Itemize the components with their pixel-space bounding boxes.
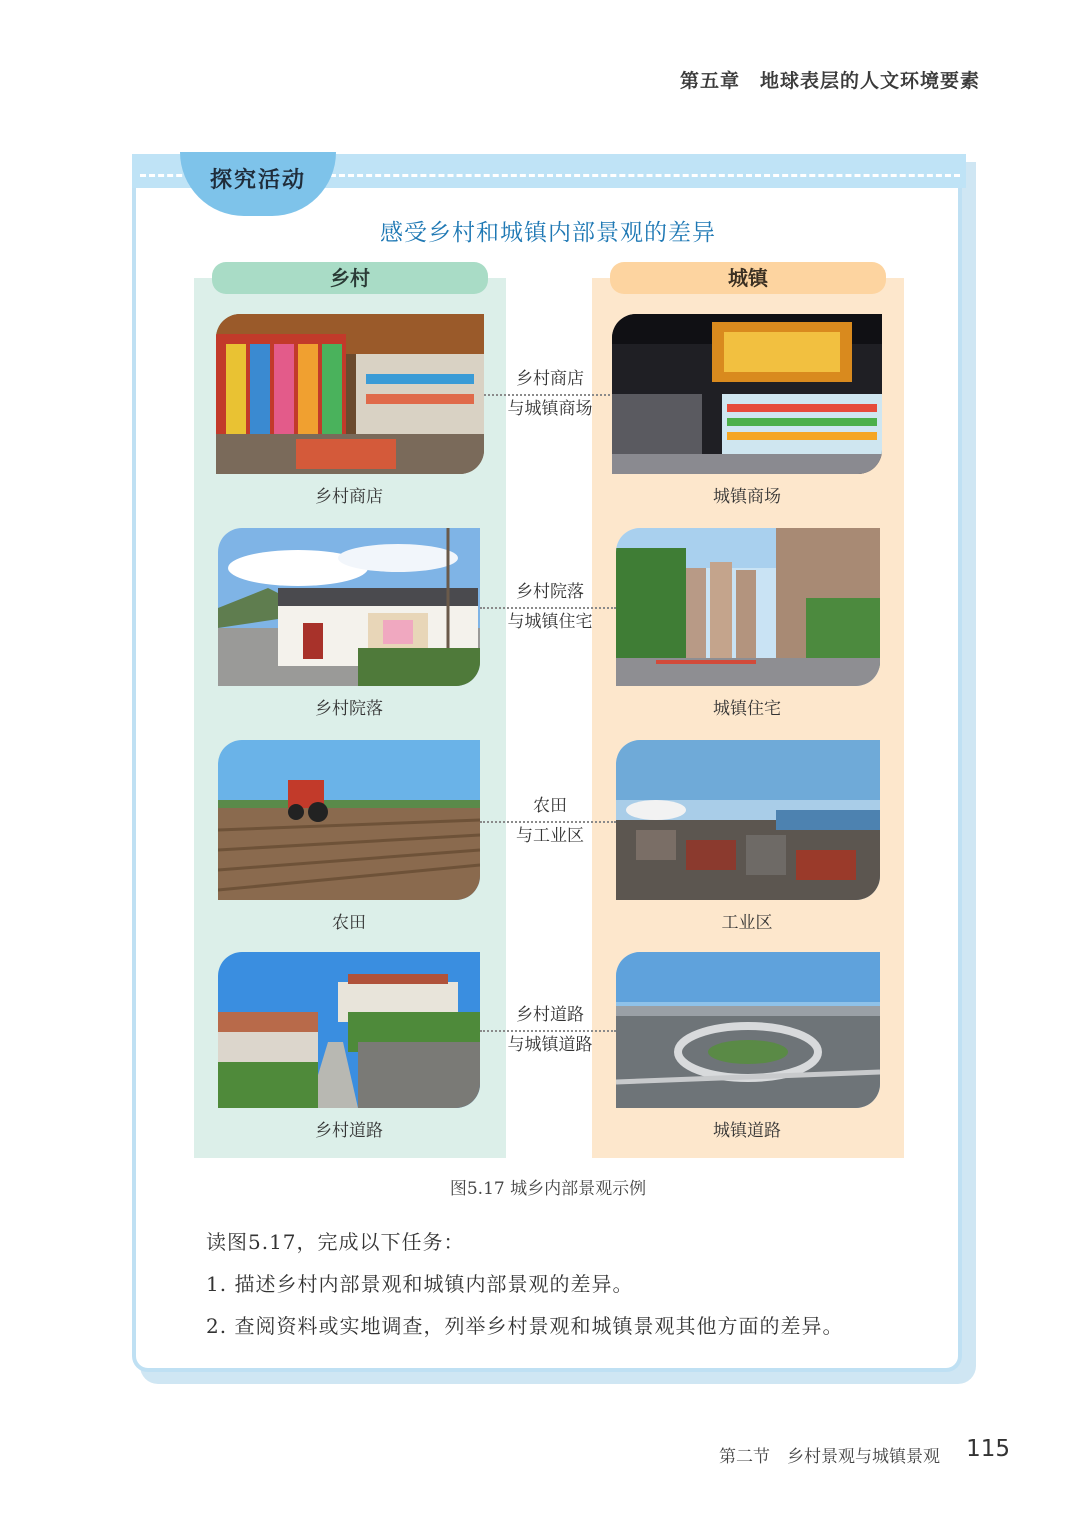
rural-road-caption: 乡村道路: [315, 1121, 383, 1141]
urban-road-caption: 城镇道路: [713, 1121, 781, 1141]
pair-label-line1: 乡村商店: [516, 369, 584, 389]
pair-label-line2: 与城镇道路: [507, 1035, 593, 1055]
figure-caption: 图5.17 城乡内部景观示例: [449, 1179, 647, 1199]
pair-label-line1: 农田: [533, 796, 567, 816]
farmland-caption: 农田: [332, 913, 366, 933]
pair-label-line2: 与工业区: [516, 826, 584, 846]
industrial-caption: 工业区: [721, 913, 773, 933]
industrial-photo: [616, 740, 880, 900]
task-item-2: 2. 查阅资料或实地调查，列举乡村景观和城镇景观其他方面的差异。: [206, 1314, 844, 1338]
footer-section-title: 第二节 乡村景观与城镇景观: [719, 1447, 940, 1467]
urban-mall-photo: [612, 314, 882, 474]
pair-label-line1: 乡村道路: [516, 1005, 584, 1025]
urban-residence-photo: [616, 528, 880, 686]
farmland-photo: [218, 740, 480, 900]
pair-label-line1: 乡村院落: [516, 582, 584, 602]
pair-label-line2: 与城镇商场: [507, 399, 593, 419]
urban-mall-caption: 城镇商场: [713, 487, 781, 507]
activity-tab-label: 探究活动: [209, 168, 306, 193]
rural-road-photo: [218, 952, 480, 1108]
rural-shop-photo: [216, 314, 484, 474]
rural-courtyard-caption: 乡村院落: [315, 699, 383, 719]
rural-shop-caption: 乡村商店: [315, 487, 383, 507]
task-item-1: 1. 描述乡村内部景观和城镇内部景观的差异。: [206, 1272, 634, 1296]
urban-road-photo: [616, 952, 880, 1108]
activity-title: 感受乡村和城镇内部景观的差异: [380, 220, 716, 246]
chapter-header: 第五章 地球表层的人文环境要素: [679, 70, 980, 92]
pair-label-line2: 与城镇住宅: [507, 612, 593, 632]
rural-column-header: 乡村: [212, 262, 488, 294]
urban-column-header: 城镇: [610, 262, 886, 294]
page-number: 115: [966, 1436, 1010, 1462]
task-intro: 读图5.17，完成以下任务：: [206, 1230, 465, 1254]
rural-courtyard-photo: [218, 528, 480, 686]
urban-residence-caption: 城镇住宅: [713, 699, 781, 719]
